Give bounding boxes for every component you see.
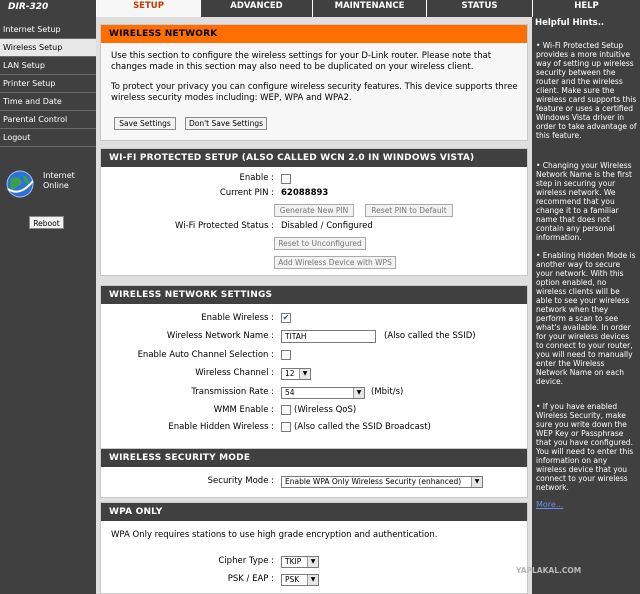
chevron-down-icon: ▼ [299,369,310,379]
wmm-enable-checkbox[interactable] [281,405,291,415]
wireless-security-mode-section [100,448,528,498]
enable-wireless-checkbox[interactable]: ✔ [282,313,290,322]
nav-parental-control[interactable]: Parental Control [0,111,96,129]
ssid-note: (Also called the SSID) [384,331,476,341]
wmm-enable-label: WMM Enable : [213,405,274,415]
model-label: DIR-320 [8,2,49,12]
wpa-only-section [100,502,528,594]
current-pin-value: 62088893 [281,188,329,198]
current-pin-label: Current PIN : [219,188,274,198]
help-title: Helpful Hints.. [535,18,605,28]
transmission-rate-select[interactable]: 54 ▼ [281,387,365,399]
helpful-hints-panel [532,17,640,594]
auto-channel-checkbox[interactable] [281,350,291,360]
wireless-network-intro [100,24,528,141]
wps-enable-label: Enable : [239,173,274,183]
wireless-network-settings-section [100,285,528,453]
nav-internet-setup[interactable]: Internet Setup [0,21,96,39]
more-link[interactable]: More... [536,500,564,509]
globe-icon [5,169,35,199]
hint-hidden-mode: • Enabling Hidden Mode is another way to secure your network. With this option enabled, no wireless clients will be able to see your wireless network when they perform a scan to see what's available. In order for your wireless devices to connect to your router, you will need to manually enter the Wireless Network Name on each device. [536,251,636,386]
top-bar [0,0,640,17]
psk-eap-label: PSK / EAP : [227,574,274,584]
nav-logout[interactable]: Logout [0,129,96,147]
hidden-wireless-checkbox[interactable] [281,422,291,432]
section-title: WIRELESS SECURITY MODE [101,449,527,467]
wps-status-label: Wi-Fi Protected Status : [174,221,274,231]
enable-wireless-label: Enable Wireless : [201,313,274,323]
dont-save-settings-button[interactable]: Don't Save Settings [185,117,267,130]
section-title: WPA ONLY [101,503,527,521]
generate-new-pin-button[interactable]: Generate New PIN [274,204,354,217]
nav-wireless-setup[interactable]: Wireless Setup [0,39,96,57]
transmission-rate-label: Transmission Rate : [191,387,274,397]
chevron-down-icon: ▼ [353,388,364,398]
hidden-wireless-note: (Also called the SSID Broadcast) [294,422,431,432]
wpa-description: WPA Only requires stations to use high grade encryption and authentication. [111,530,438,540]
tab-help[interactable]: HELP [532,0,640,17]
intro-paragraph-1: Use this section to configure the wireless settings for your D-Link router. Please note that changes made in this section may also need to be duplicated on your wireless client. [111,51,492,72]
network-name-label: Wireless Network Name : [166,331,274,341]
internet-online-text: Internet Online [43,171,75,190]
left-nav [0,17,96,594]
hint-network-name: • Changing your Wireless Network Name is the first step in securing your wireless network. We recommend that you change it to a familiar name that does not contain any personal information. [536,161,632,242]
hint-wireless-security: • If you have enabled Wireless Security, make sure you write down the WEP Key or Passphrase that you have configured. You will need to enter this information on any wireless device that you connect to your wireless network. [536,402,634,492]
nav-lan-setup[interactable]: LAN Setup [0,57,96,75]
internet-status [3,169,93,205]
wps-section [100,148,528,276]
nav-printer-setup[interactable]: Printer Setup [0,75,96,93]
watermark: YAPLAKAL.COM [516,566,582,575]
chevron-down-icon: ▼ [471,477,482,487]
tab-setup[interactable]: SETUP [96,0,200,17]
chevron-down-icon: ▼ [307,557,318,567]
wireless-channel-label: Wireless Channel : [195,368,274,378]
cipher-type-select[interactable]: TKIP ▼ [281,556,319,568]
reset-pin-button[interactable]: Reset PIN to Default [365,204,453,217]
tab-maintenance[interactable]: MAINTENANCE [312,0,426,17]
tab-status[interactable]: STATUS [426,0,532,17]
hint-wps: • Wi-Fi Protected Setup provides a more intuitive way of setting up wireless security between the router and the wireless client. Make sure the wireless card supports this feature or uses a certified Windows Vista driver in order to take advantage of this feature. [536,41,637,140]
wps-enable-checkbox[interactable] [281,174,291,184]
add-wireless-device-button[interactable]: Add Wireless Device with WPS [274,256,396,269]
cipher-type-label: Cipher Type : [218,556,274,566]
reboot-button[interactable]: Reboot [29,216,64,229]
security-mode-select[interactable]: Enable WPA Only Wireless Security (enhanced) ▼ [281,476,483,488]
auto-channel-label: Enable Auto Channel Selection : [137,350,274,360]
rate-unit: (Mbit/s) [371,387,404,397]
tab-advanced[interactable]: ADVANCED [200,0,312,17]
section-title: WIRELESS NETWORK SETTINGS [101,286,527,304]
psk-eap-select[interactable]: PSK ▼ [281,574,319,586]
wireless-channel-select[interactable]: 12 ▼ [281,368,311,380]
network-name-input[interactable]: TITAH [281,330,376,343]
section-title: WIRELESS NETWORK [101,25,527,43]
main-content [96,17,532,594]
wmm-note: (Wireless QoS) [294,405,357,415]
security-mode-label: Security Mode : [207,476,274,486]
chevron-down-icon: ▼ [307,575,318,585]
nav-time-and-date[interactable]: Time and Date [0,93,96,111]
reset-to-unconfigured-button[interactable]: Reset to Unconfigured [274,237,366,250]
intro-paragraph-2: To protect your privacy you can configure wireless security features. This device supports three wireless security modes including: WEP, WPA and WPA2. [111,82,518,103]
section-title: WI-FI PROTECTED SETUP (ALSO CALLED WCN 2.0 IN WINDOWS VISTA) [101,149,527,167]
save-settings-button[interactable]: Save Settings [114,117,176,130]
hidden-wireless-label: Enable Hidden Wireless : [168,422,274,432]
wps-status-value: Disabled / Configured [281,221,373,231]
